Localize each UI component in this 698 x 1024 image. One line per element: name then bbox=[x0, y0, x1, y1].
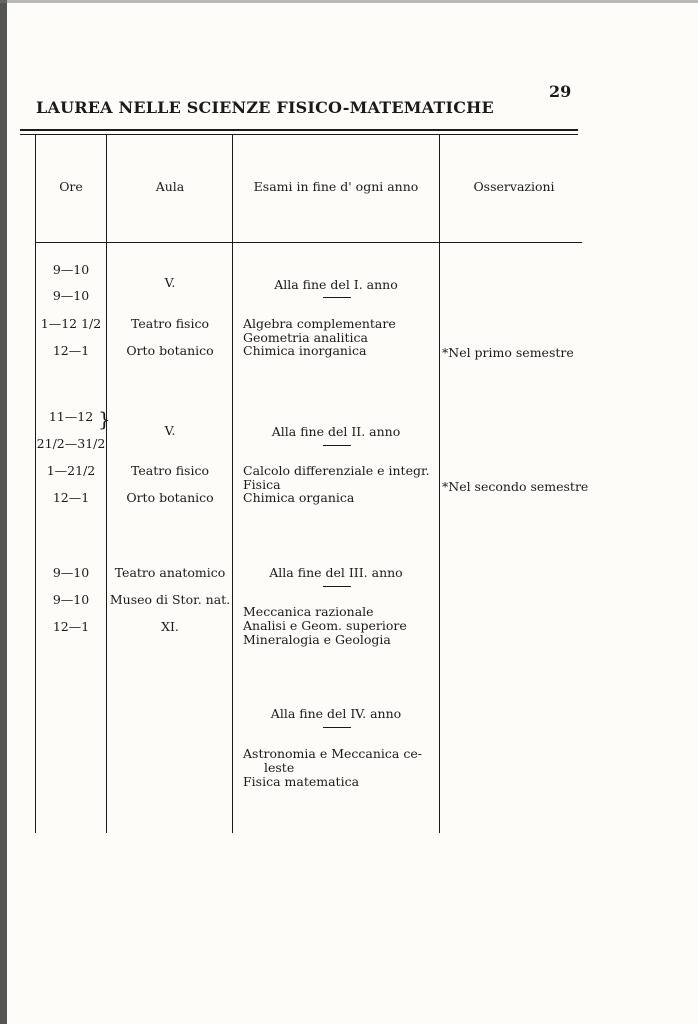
column-header-ore: Ore bbox=[59, 179, 83, 194]
column-header-osservazioni: Osservazioni bbox=[473, 179, 555, 194]
year2-subject-3: Chimica organica bbox=[243, 490, 355, 505]
year4-subject-2: Fisica matematica bbox=[243, 774, 360, 789]
header-row-rule bbox=[36, 242, 582, 243]
year2-ore-3: 1—21/2 bbox=[46, 463, 96, 478]
year2-observation: *Nel secondo semestre bbox=[442, 479, 589, 494]
year3-aula-1: Teatro anatomico bbox=[114, 565, 226, 580]
year1-aula-5: Orto botanico bbox=[126, 343, 214, 358]
year4-subject-1-cont: leste bbox=[264, 760, 295, 775]
year1-ore-3: 1—12 1/2 bbox=[40, 316, 102, 331]
year1-aula-3: Teatro fisico bbox=[131, 316, 209, 331]
column-rule-left bbox=[35, 135, 36, 833]
year1-ore-2: 9—10 bbox=[52, 288, 90, 303]
year2-exam-title: Alla fine del II. anno bbox=[271, 424, 401, 439]
year3-ore-2: 9—10 bbox=[52, 592, 90, 607]
year3-subject-2: Analisi e Geom. superiore bbox=[243, 618, 407, 633]
year3-ore-1: 9—10 bbox=[52, 565, 90, 580]
year2-exam-rule bbox=[323, 445, 351, 446]
year1-subject-3: Chimica inorganica bbox=[243, 343, 367, 358]
year2-aula-3: Teatro fisico bbox=[131, 463, 209, 478]
column-rule-ore bbox=[106, 135, 107, 833]
year1-observation: *Nel primo semestre bbox=[442, 345, 574, 360]
year2-aula-5: Orto botanico bbox=[126, 490, 214, 505]
year1-exam-rule bbox=[323, 297, 351, 298]
column-header-esami: Esami in fine d' ogni anno bbox=[253, 179, 419, 194]
year3-subject-1: Meccanica razionale bbox=[243, 604, 374, 619]
year3-subject-3: Mineralogia e Geologia bbox=[243, 632, 391, 647]
page-number: 29 bbox=[549, 82, 572, 101]
year4-subject-1: Astronomia e Meccanica ce- bbox=[243, 746, 422, 761]
year4-exam-title: Alla fine del IV. anno bbox=[270, 706, 402, 721]
column-rule-aula bbox=[232, 135, 233, 833]
year2-aula-shared: V. bbox=[164, 423, 176, 438]
year2-ore-1: 11—12 bbox=[48, 409, 94, 424]
year4-exam-rule bbox=[323, 727, 351, 728]
year2-subject-2: Fisica bbox=[243, 477, 281, 492]
year1-ore-1: 9—10 bbox=[52, 262, 90, 277]
year2-brace: } bbox=[98, 407, 111, 431]
year2-ore-5: 12—1 bbox=[52, 490, 90, 505]
page-top-edge bbox=[0, 0, 698, 3]
title-rule-bottom bbox=[20, 134, 578, 135]
year3-aula-2: Museo di Stor. nat. bbox=[109, 592, 231, 607]
year2-subject-1: Calcolo differenziale e integr. bbox=[243, 463, 430, 478]
year3-aula-3: XI. bbox=[161, 619, 179, 634]
year1-ore-5: 12—1 bbox=[52, 343, 90, 358]
year1-subject-2: Geometria analitica bbox=[243, 330, 369, 345]
year3-ore-3: 12—1 bbox=[52, 619, 90, 634]
year3-exam-rule bbox=[323, 586, 351, 587]
title-rule-top bbox=[20, 129, 578, 131]
year1-subject-1: Algebra complementare bbox=[243, 316, 396, 331]
column-header-aula: Aula bbox=[155, 179, 185, 194]
year1-aula-shared: V. bbox=[164, 275, 176, 290]
year3-exam-title: Alla fine del III. anno bbox=[269, 565, 403, 580]
year2-ore-2: 21/2—31/2 bbox=[36, 436, 106, 451]
page-edge-shadow bbox=[0, 0, 7, 1024]
page-title: LAUREA NELLE SCIENZE FISICO-MATEMATICHE bbox=[36, 98, 494, 117]
column-rule-esami bbox=[439, 135, 440, 833]
year1-exam-title: Alla fine del I. anno bbox=[274, 277, 398, 292]
